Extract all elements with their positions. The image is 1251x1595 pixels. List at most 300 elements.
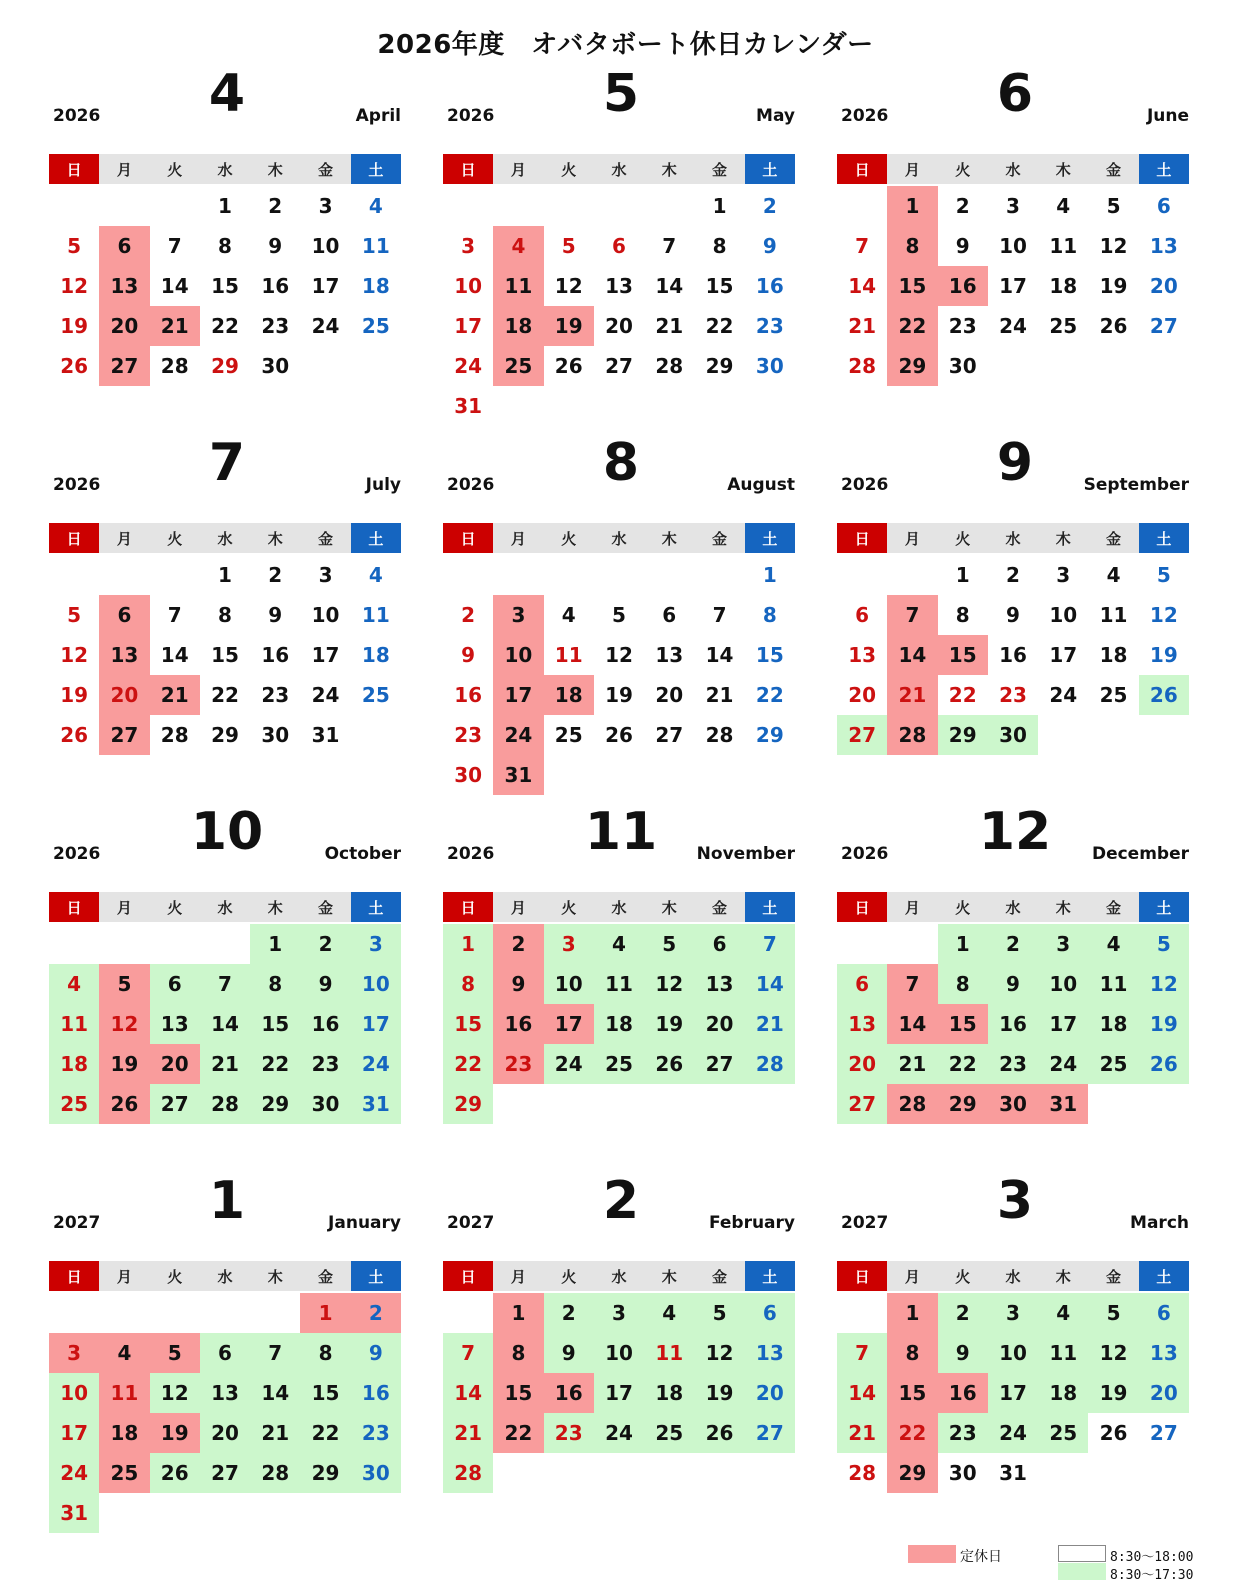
empty-cell — [837, 924, 887, 964]
day-cell: 27 — [605, 354, 633, 378]
weekday-header: 月 — [99, 523, 149, 553]
day-cell: 4 — [493, 226, 543, 266]
day-cell: 20 — [605, 314, 633, 338]
day-cell: 7 — [250, 1333, 300, 1373]
week-row — [49, 595, 401, 635]
empty-cell — [493, 1453, 543, 1493]
day-cell: 9 — [762, 234, 777, 258]
day-cell: 28 — [745, 1044, 795, 1084]
day-cell: 18 — [1088, 1004, 1138, 1044]
empty-cell — [988, 346, 1038, 386]
day-cell: 30 — [300, 1084, 350, 1124]
day-cell: 25 — [49, 1084, 99, 1124]
empty-cell — [300, 346, 350, 386]
day-cell: 14 — [160, 274, 189, 298]
day-cell: 13 — [150, 1004, 200, 1044]
day-cell: 6 — [837, 964, 887, 1004]
month-year: 2026 — [447, 106, 495, 126]
day-cell: 24 — [999, 314, 1027, 338]
weekday-header: 月 — [887, 1261, 937, 1291]
day-cell: 29 — [755, 723, 784, 747]
month-table — [837, 523, 1189, 755]
empty-cell — [1088, 346, 1138, 386]
day-cell: 20 — [99, 306, 149, 346]
month-table — [837, 892, 1189, 1124]
day-cell: 15 — [443, 1004, 493, 1044]
weekday-header: 金 — [694, 523, 744, 553]
week-row — [443, 1044, 795, 1084]
day-cell: 21 — [200, 1044, 250, 1084]
day-cell: 10 — [454, 274, 483, 298]
day-cell: 24 — [49, 1453, 99, 1493]
weekday-header: 土 — [351, 1261, 401, 1291]
day-cell: 7 — [443, 1333, 493, 1373]
month-english-name: May — [756, 106, 795, 126]
weekday-header: 土 — [1139, 523, 1189, 553]
empty-cell — [644, 555, 694, 595]
day-cell: 6 — [99, 595, 149, 635]
day-cell: 9 — [938, 1333, 988, 1373]
day-cell: 18 — [49, 1044, 99, 1084]
weekday-header: 木 — [250, 154, 300, 184]
day-cell: 17 — [351, 1004, 401, 1044]
month-number: 12 — [978, 802, 1052, 862]
day-cell: 21 — [150, 675, 200, 715]
day-cell: 31 — [454, 394, 483, 418]
day-cell: 2 — [493, 924, 543, 964]
day-cell: 26 — [1099, 314, 1128, 338]
weekday-header: 日 — [443, 154, 493, 184]
day-cell: 16 — [300, 1004, 350, 1044]
empty-cell — [493, 186, 543, 226]
day-cell: 21 — [837, 1413, 887, 1453]
month-table — [443, 154, 795, 426]
day-cell: 14 — [887, 1004, 937, 1044]
weekday-header: 金 — [694, 892, 744, 922]
weekday-header: 金 — [694, 1261, 744, 1291]
month-april — [49, 64, 405, 386]
month-number: 4 — [208, 64, 246, 124]
empty-cell — [99, 1493, 149, 1533]
week-row — [443, 1084, 795, 1124]
day-cell: 6 — [745, 1293, 795, 1333]
day-cell: 29 — [938, 1084, 988, 1124]
weekday-header: 木 — [644, 154, 694, 184]
day-cell: 26 — [1139, 1044, 1189, 1084]
day-cell: 21 — [655, 314, 684, 338]
month-header — [837, 1171, 1193, 1261]
week-row — [837, 1084, 1189, 1124]
day-cell: 6 — [150, 964, 200, 1004]
weekday-header: 火 — [938, 1261, 988, 1291]
day-cell: 14 — [745, 964, 795, 1004]
day-cell: 11 — [1049, 234, 1078, 258]
week-row — [443, 1453, 795, 1493]
day-cell: 10 — [999, 234, 1027, 258]
weekday-header: 木 — [644, 523, 694, 553]
day-cell: 11 — [493, 266, 543, 306]
day-cell: 8 — [218, 603, 232, 627]
day-cell: 6 — [855, 603, 870, 627]
day-cell: 21 — [848, 314, 877, 338]
day-cell: 25 — [361, 683, 390, 707]
day-cell: 2 — [351, 1293, 401, 1333]
weekday-header: 日 — [49, 1261, 99, 1291]
day-cell: 3 — [351, 924, 401, 964]
day-cell: 27 — [837, 715, 887, 755]
week-row — [837, 1413, 1189, 1453]
week-row — [49, 186, 401, 226]
empty-cell — [544, 1084, 594, 1124]
day-cell: 17 — [493, 675, 543, 715]
month-table — [443, 523, 795, 795]
month-number: 10 — [190, 802, 264, 862]
day-cell: 10 — [493, 635, 543, 675]
empty-cell — [594, 1084, 644, 1124]
empty-cell — [443, 1293, 493, 1333]
page-title: 2026年度 オバタボート休日カレンダー — [377, 30, 874, 60]
day-cell: 22 — [493, 1413, 543, 1453]
week-row — [443, 715, 795, 755]
weekday-header: 火 — [938, 154, 988, 184]
week-row — [49, 306, 401, 346]
day-cell: 15 — [493, 1373, 543, 1413]
day-cell: 22 — [887, 1413, 937, 1453]
day-cell: 14 — [655, 274, 684, 298]
day-cell: 23 — [351, 1413, 401, 1453]
day-cell: 28 — [848, 1461, 877, 1485]
day-cell: 16 — [544, 1373, 594, 1413]
day-cell: 27 — [694, 1044, 744, 1084]
month-header — [49, 802, 405, 892]
month-year: 2026 — [447, 475, 495, 495]
weekday-header: 水 — [200, 523, 250, 553]
month-header — [837, 64, 1193, 154]
day-cell: 30 — [261, 723, 290, 747]
day-cell: 26 — [99, 1084, 149, 1124]
day-cell: 3 — [1056, 563, 1071, 587]
empty-cell — [493, 555, 543, 595]
day-cell: 31 — [49, 1493, 99, 1533]
week-row — [443, 675, 795, 715]
month-year: 2026 — [841, 106, 889, 126]
day-cell: 10 — [351, 964, 401, 1004]
day-cell: 29 — [887, 1453, 937, 1493]
day-cell: 16 — [351, 1373, 401, 1413]
month-english-name: September — [1083, 475, 1189, 495]
month-header — [49, 433, 405, 523]
day-cell: 4 — [1088, 924, 1138, 964]
week-row — [443, 1413, 795, 1453]
day-cell: 22 — [443, 1044, 493, 1084]
month-october — [49, 802, 405, 1124]
empty-cell — [443, 555, 493, 595]
weekday-header: 月 — [887, 523, 937, 553]
day-cell: 1 — [218, 563, 232, 587]
day-cell: 29 — [300, 1453, 350, 1493]
month-year: 2026 — [53, 106, 101, 126]
week-row — [837, 924, 1189, 964]
week-row — [49, 924, 401, 964]
day-cell: 16 — [988, 1004, 1038, 1044]
month-number: 9 — [996, 433, 1034, 493]
day-cell: 7 — [662, 234, 677, 258]
day-cell: 28 — [250, 1453, 300, 1493]
weekday-header: 日 — [49, 154, 99, 184]
weekday-header-row — [837, 154, 1189, 184]
empty-cell — [150, 924, 200, 964]
day-cell: 21 — [250, 1413, 300, 1453]
week-row — [443, 1373, 795, 1413]
day-cell: 17 — [988, 1373, 1038, 1413]
weekday-header: 土 — [351, 523, 401, 553]
empty-cell — [351, 1493, 401, 1533]
day-cell: 8 — [300, 1333, 350, 1373]
day-cell: 30 — [988, 1084, 1038, 1124]
month-table — [443, 1261, 795, 1493]
day-cell: 21 — [745, 1004, 795, 1044]
day-cell: 15 — [705, 274, 734, 298]
empty-cell — [594, 755, 644, 795]
weekday-header: 火 — [150, 892, 200, 922]
weekday-header-row — [49, 154, 401, 184]
day-cell: 24 — [544, 1044, 594, 1084]
legend-normal-hours-swatch — [1058, 1545, 1106, 1562]
day-cell: 29 — [443, 1084, 493, 1124]
month-english-name: October — [324, 844, 401, 864]
day-cell: 8 — [955, 603, 970, 627]
empty-cell — [694, 1453, 744, 1493]
day-cell: 16 — [261, 274, 290, 298]
weekday-header: 土 — [351, 892, 401, 922]
week-row — [443, 635, 795, 675]
day-cell: 2 — [955, 194, 970, 218]
weekday-header: 土 — [1139, 1261, 1189, 1291]
day-cell: 19 — [1088, 1373, 1138, 1413]
week-row — [837, 1293, 1189, 1333]
day-cell: 1 — [955, 563, 970, 587]
weekday-header: 木 — [1038, 154, 1088, 184]
day-cell: 17 — [594, 1373, 644, 1413]
day-cell: 8 — [887, 226, 937, 266]
day-cell: 16 — [938, 266, 988, 306]
weekday-header: 月 — [99, 154, 149, 184]
day-cell: 29 — [938, 715, 988, 755]
day-cell: 1 — [443, 924, 493, 964]
month-header — [443, 64, 799, 154]
day-cell: 3 — [318, 563, 333, 587]
day-cell: 8 — [712, 234, 727, 258]
empty-cell — [694, 555, 744, 595]
week-row — [49, 555, 401, 595]
day-cell: 23 — [300, 1044, 350, 1084]
day-cell: 3 — [49, 1333, 99, 1373]
weekday-header: 日 — [837, 154, 887, 184]
day-cell: 18 — [544, 675, 594, 715]
weekday-header: 金 — [1088, 892, 1138, 922]
day-cell: 16 — [261, 643, 290, 667]
empty-cell — [200, 1293, 250, 1333]
day-cell: 13 — [837, 1004, 887, 1044]
day-cell: 12 — [99, 1004, 149, 1044]
day-cell: 4 — [1056, 194, 1071, 218]
week-row — [49, 1493, 401, 1533]
empty-cell — [694, 755, 744, 795]
weekday-header: 日 — [837, 523, 887, 553]
month-english-name: June — [1146, 106, 1189, 126]
day-cell: 26 — [150, 1453, 200, 1493]
week-row — [837, 306, 1189, 346]
month-header — [837, 433, 1193, 523]
week-row — [443, 595, 795, 635]
day-cell: 8 — [218, 234, 232, 258]
weekday-header: 月 — [493, 523, 543, 553]
day-cell: 10 — [544, 964, 594, 1004]
day-cell: 4 — [561, 603, 576, 627]
day-cell: 5 — [67, 234, 82, 258]
day-cell: 5 — [1088, 1293, 1138, 1333]
day-cell: 10 — [49, 1373, 99, 1413]
day-cell: 2 — [544, 1293, 594, 1333]
weekday-header-row — [49, 523, 401, 553]
day-cell: 28 — [705, 723, 734, 747]
day-cell: 20 — [837, 1044, 887, 1084]
weekday-header: 金 — [300, 1261, 350, 1291]
day-cell: 15 — [300, 1373, 350, 1413]
day-cell: 22 — [755, 683, 784, 707]
week-row — [837, 1453, 1189, 1493]
empty-cell — [99, 186, 149, 226]
day-cell: 12 — [605, 643, 633, 667]
week-row — [49, 266, 401, 306]
weekday-header: 水 — [594, 1261, 644, 1291]
day-cell: 20 — [745, 1373, 795, 1413]
day-cell: 5 — [644, 924, 694, 964]
weekday-header: 火 — [544, 1261, 594, 1291]
day-cell: 27 — [837, 1084, 887, 1124]
month-table — [49, 154, 401, 386]
day-cell: 27 — [655, 723, 684, 747]
weekday-header: 水 — [988, 523, 1038, 553]
day-cell: 6 — [612, 234, 626, 258]
day-cell: 17 — [999, 274, 1027, 298]
week-row — [837, 1044, 1189, 1084]
empty-cell — [1038, 1453, 1088, 1493]
day-cell: 13 — [655, 643, 684, 667]
day-cell: 23 — [454, 723, 483, 747]
weekday-header: 日 — [443, 892, 493, 922]
day-cell: 12 — [1149, 603, 1178, 627]
day-cell: 5 — [1106, 194, 1121, 218]
day-cell: 12 — [694, 1333, 744, 1373]
month-may — [443, 64, 799, 426]
day-cell: 12 — [1088, 1333, 1138, 1373]
day-cell: 5 — [612, 603, 626, 627]
month-march — [837, 1171, 1193, 1493]
weekday-header: 金 — [1088, 523, 1138, 553]
weekday-header: 月 — [493, 1261, 543, 1291]
empty-cell — [150, 1293, 200, 1333]
weekday-header: 水 — [200, 1261, 250, 1291]
empty-cell — [644, 1084, 694, 1124]
day-cell: 7 — [167, 234, 182, 258]
month-february — [443, 1171, 799, 1493]
week-row — [443, 1333, 795, 1373]
day-cell: 16 — [755, 274, 784, 298]
weekday-header-row — [49, 1261, 401, 1291]
day-cell: 28 — [160, 354, 189, 378]
day-cell: 21 — [705, 683, 734, 707]
day-cell: 15 — [887, 1373, 937, 1413]
week-row — [443, 186, 795, 226]
weekday-header: 水 — [594, 523, 644, 553]
day-cell: 28 — [887, 1084, 937, 1124]
day-cell: 4 — [49, 964, 99, 1004]
day-cell: 20 — [694, 1004, 744, 1044]
day-cell: 11 — [554, 643, 583, 667]
day-cell: 19 — [605, 683, 633, 707]
day-cell: 1 — [938, 924, 988, 964]
week-row — [49, 1044, 401, 1084]
week-row — [443, 226, 795, 266]
legend-short-hours-swatch — [1058, 1563, 1106, 1580]
day-cell: 24 — [311, 683, 340, 707]
day-cell: 26 — [60, 354, 89, 378]
day-cell: 11 — [644, 1333, 694, 1373]
day-cell: 15 — [211, 643, 239, 667]
day-cell: 8 — [443, 964, 493, 1004]
day-cell: 19 — [544, 306, 594, 346]
month-august — [443, 433, 799, 795]
day-cell: 17 — [454, 314, 483, 338]
month-table — [49, 523, 401, 755]
day-cell: 4 — [368, 563, 383, 587]
week-row — [837, 555, 1189, 595]
day-cell: 2 — [300, 924, 350, 964]
day-cell: 24 — [493, 715, 543, 755]
weekday-header: 月 — [99, 1261, 149, 1291]
day-cell: 27 — [99, 346, 149, 386]
day-cell: 22 — [211, 683, 239, 707]
day-cell: 1 — [887, 1293, 937, 1333]
day-cell: 30 — [755, 354, 784, 378]
empty-cell — [200, 1493, 250, 1533]
day-cell: 20 — [1139, 1373, 1189, 1413]
day-cell: 15 — [887, 266, 937, 306]
weekday-header: 日 — [49, 523, 99, 553]
day-cell: 17 — [544, 1004, 594, 1044]
day-cell: 18 — [493, 306, 543, 346]
day-cell: 7 — [745, 924, 795, 964]
month-english-name: July — [365, 475, 401, 495]
empty-cell — [1139, 1084, 1189, 1124]
day-cell: 6 — [662, 603, 677, 627]
day-cell: 1 — [712, 194, 727, 218]
empty-cell — [1088, 1084, 1138, 1124]
day-cell: 12 — [1139, 964, 1189, 1004]
day-cell: 23 — [261, 314, 290, 338]
empty-cell — [544, 386, 594, 426]
day-cell: 18 — [594, 1004, 644, 1044]
day-cell: 24 — [311, 314, 340, 338]
day-cell: 8 — [938, 964, 988, 1004]
empty-cell — [544, 755, 594, 795]
day-cell: 3 — [461, 234, 476, 258]
weekday-header-row — [443, 154, 795, 184]
weekday-header: 木 — [1038, 892, 1088, 922]
day-cell: 25 — [1099, 683, 1128, 707]
empty-cell — [544, 555, 594, 595]
